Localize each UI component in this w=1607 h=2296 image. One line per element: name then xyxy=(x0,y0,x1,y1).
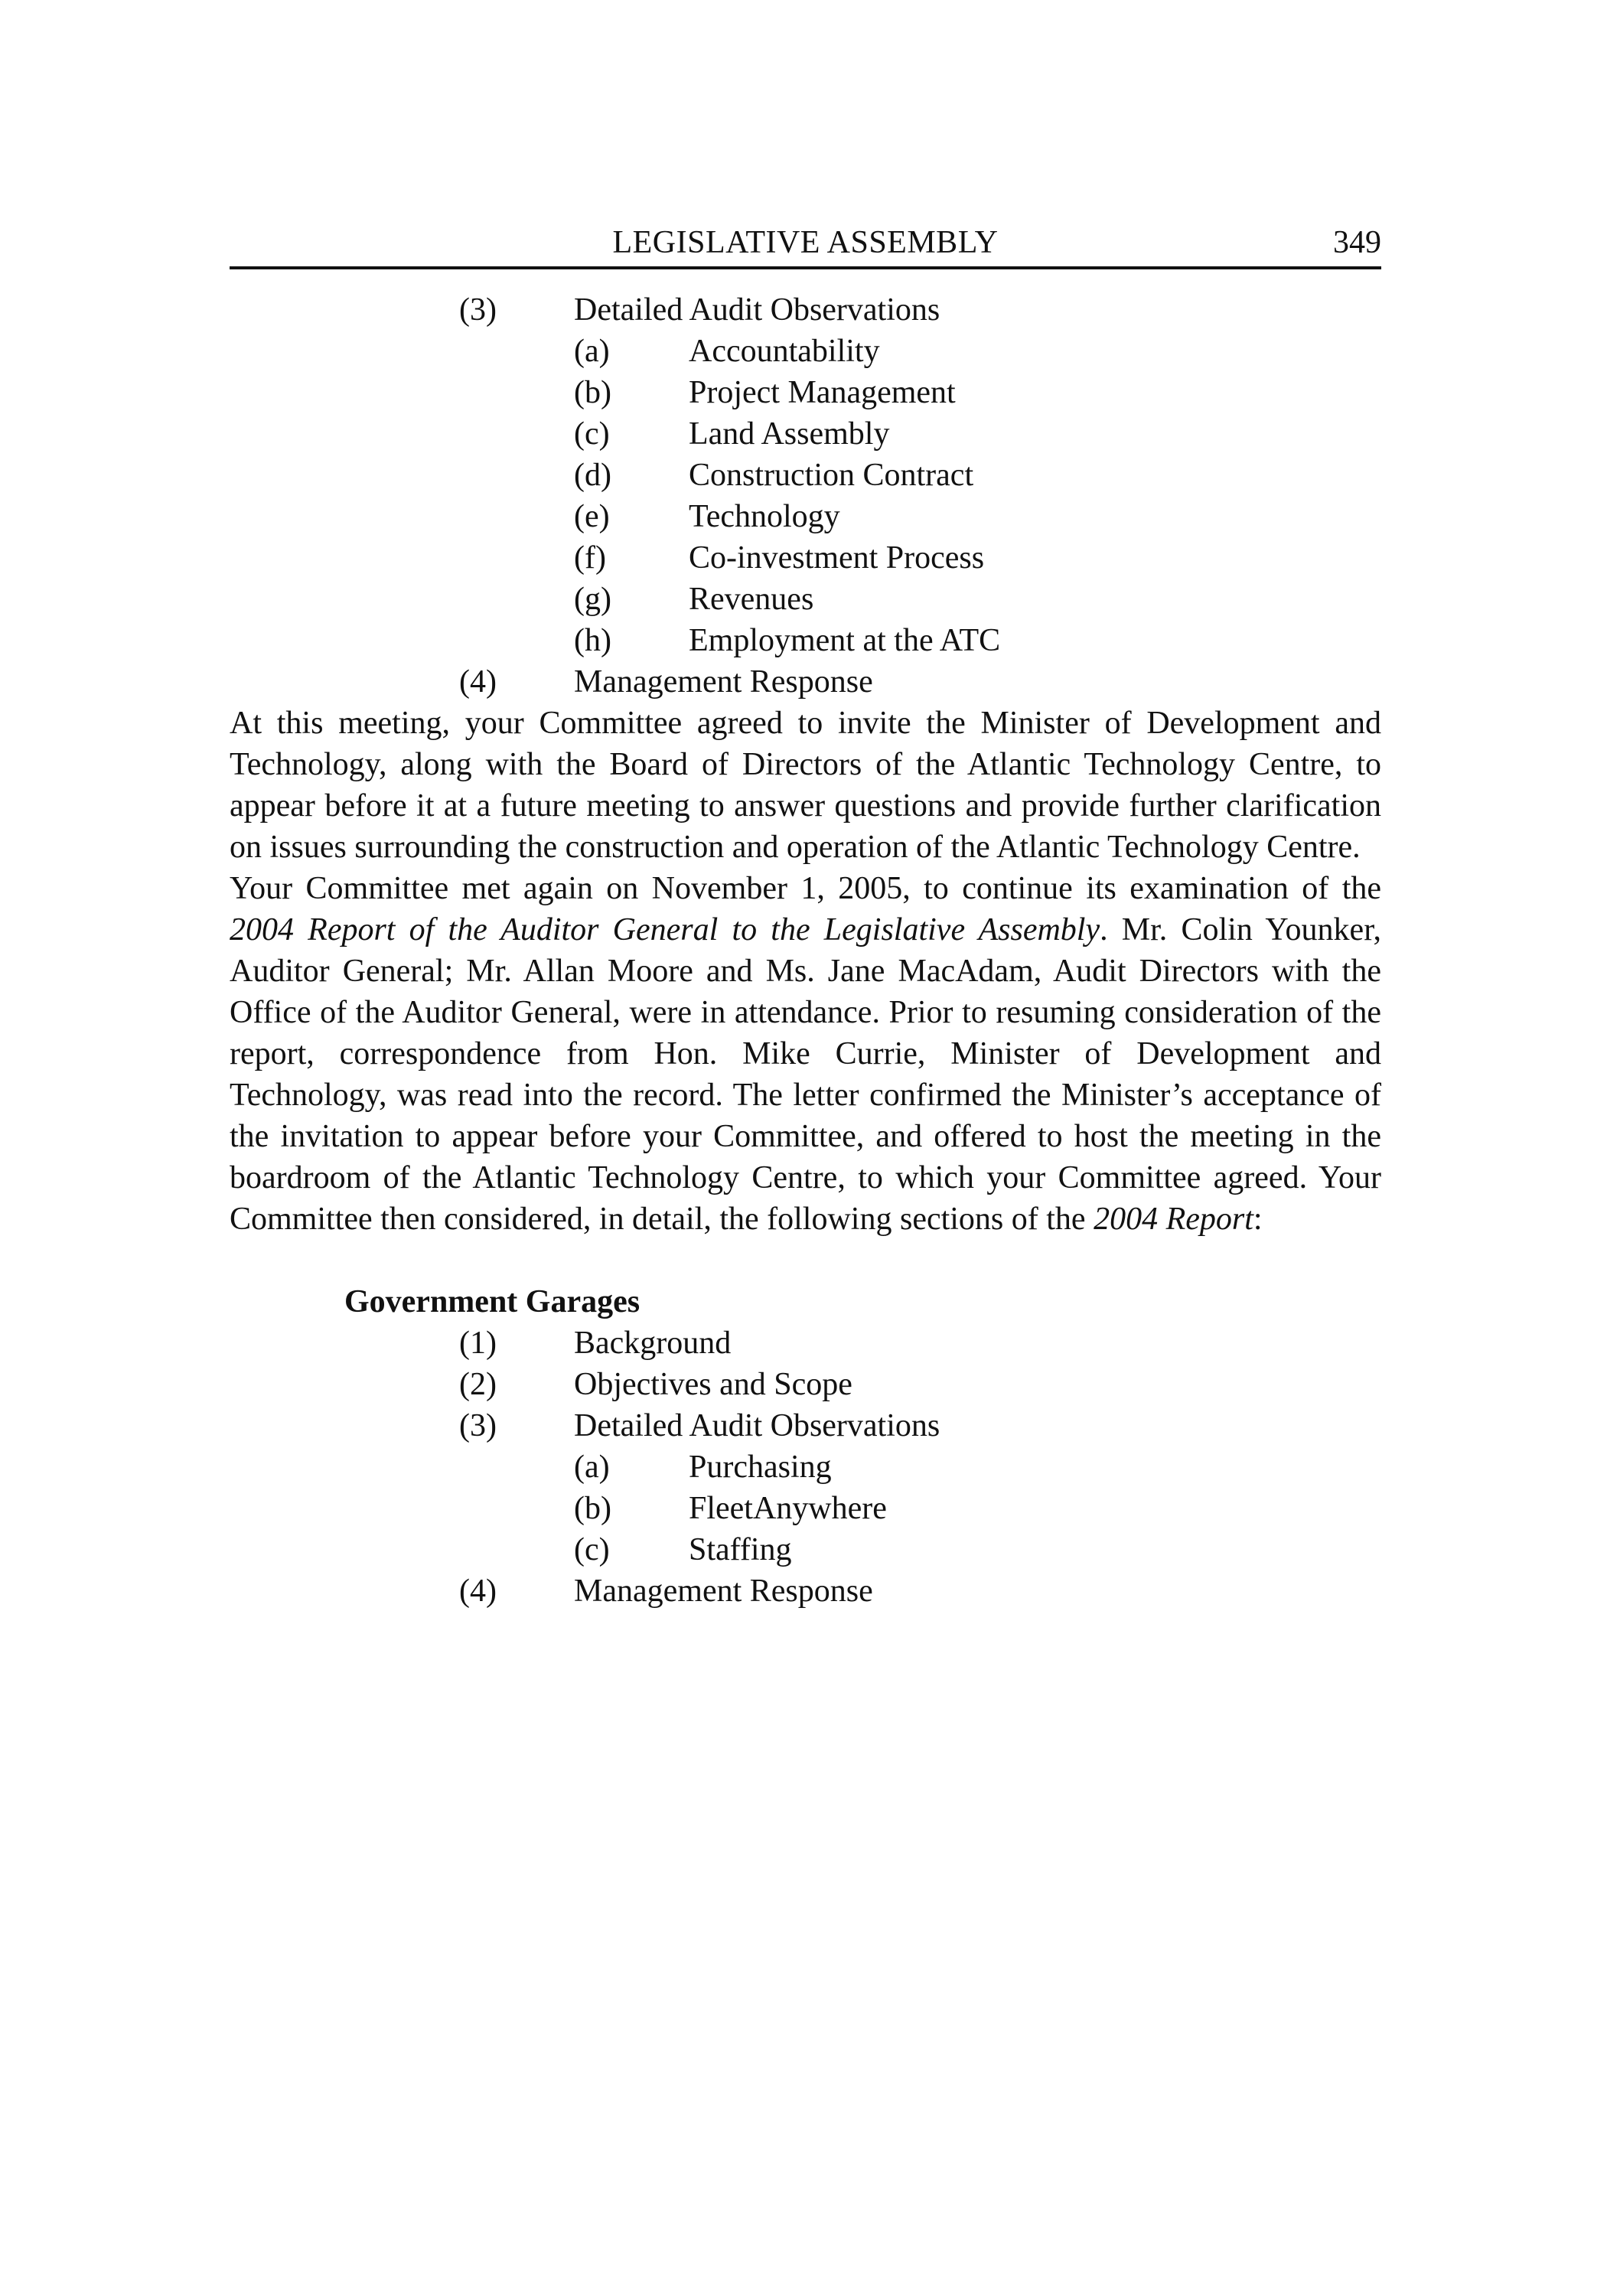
paragraph-text: Your Committee met again on November 1, 2005, to continue its examination of the xyxy=(230,871,1381,906)
list-item-label: (e) xyxy=(574,499,610,534)
list-item-label: (f) xyxy=(574,540,606,576)
list-item-text: Construction Contract xyxy=(689,458,974,493)
list-item-label: (c) xyxy=(574,416,610,452)
list-item-text: Management Response xyxy=(574,1574,873,1609)
list-item-text: Employment at the ATC xyxy=(689,623,1001,658)
list-item-label: (3) xyxy=(459,1408,497,1443)
list-item xyxy=(230,1529,1381,1570)
paragraph-meeting xyxy=(230,868,1381,1240)
list-item-label: (c) xyxy=(574,1532,610,1567)
list-item-label: (g) xyxy=(574,582,611,617)
list-item-text: Technology xyxy=(689,499,840,534)
list-item xyxy=(230,1405,1381,1446)
list-item-text: FleetAnywhere xyxy=(689,1491,887,1526)
outline-list xyxy=(230,289,1381,703)
paragraph-text: . Mr. Colin Younker, Auditor General; Mr. Allan Moore and Ms. Jane MacAdam, Audit Directors with the Office of the Auditor General, were in attendance. Prior to resuming consideration of the report, correspondence from Hon. Mike Currie, Minister of Development and Technology, was read into the record. The letter confirmed the Minister’s acceptance of the invitation to appear before your Committee, and offered to host the meeting in the boardroom of the Atlantic Technology Centre, to which your Committee agreed. Your Committee then considered, in detail, the following sections of the xyxy=(230,912,1381,1237)
report-title: 2004 Report of the Auditor General to the Legislative Assembly xyxy=(230,912,1100,947)
section-heading: Government Garages xyxy=(344,1284,641,1319)
list-item xyxy=(230,331,1381,372)
report-short-title: 2004 Report xyxy=(1094,1202,1253,1237)
list-item xyxy=(230,1570,1381,1612)
list-item-label: (d) xyxy=(574,458,611,493)
list-item-label: (a) xyxy=(574,334,610,369)
running-header xyxy=(230,222,1381,269)
list-item-text: Purchasing xyxy=(689,1450,832,1485)
section-outline-list xyxy=(230,1322,1381,1612)
list-item-label: (4) xyxy=(459,1574,497,1609)
list-item-text: Background xyxy=(574,1326,732,1361)
list-item-label: (b) xyxy=(574,375,611,410)
list-item xyxy=(230,1364,1381,1405)
list-item-label: (b) xyxy=(574,1491,611,1526)
list-item xyxy=(230,537,1381,579)
list-item xyxy=(230,413,1381,455)
list-item-text: Co-investment Process xyxy=(689,540,985,576)
list-item-label: (1) xyxy=(459,1326,497,1361)
list-item-text: Project Management xyxy=(689,375,956,410)
list-item-text: Detailed Audit Observations xyxy=(574,292,940,328)
list-item xyxy=(230,1322,1381,1364)
list-item-text: Accountability xyxy=(689,334,880,369)
list-item xyxy=(230,496,1381,537)
paragraph-invitation: At this meeting, your Committee agreed to invite the Minister of Development and Technology, along with the Board of Directors of the Atlantic Technology Centre, to appear before it at a future meeting to answer questions and provide further clarification on issues surrounding the construction and operation of the Atlantic Technology Centre. xyxy=(230,706,1381,865)
paragraph-text: : xyxy=(1253,1202,1263,1237)
list-item-label: (a) xyxy=(574,1450,610,1485)
list-item-text: Staffing xyxy=(689,1532,792,1567)
header-title: LEGISLATIVE ASSEMBLY xyxy=(612,225,999,260)
list-item xyxy=(230,579,1381,620)
list-item xyxy=(230,620,1381,661)
list-item-label: (3) xyxy=(459,292,497,328)
list-item-text: Objectives and Scope xyxy=(574,1367,852,1402)
list-item xyxy=(230,1488,1381,1529)
document-page xyxy=(230,222,1381,1612)
list-item xyxy=(230,455,1381,496)
list-item xyxy=(230,372,1381,413)
list-item xyxy=(230,661,1381,703)
list-item xyxy=(230,289,1381,331)
list-item-text: Land Assembly xyxy=(689,416,890,452)
list-item-text: Detailed Audit Observations xyxy=(574,1408,940,1443)
list-item-label: (4) xyxy=(459,664,497,700)
list-item-label: (h) xyxy=(574,623,611,658)
list-item-label: (2) xyxy=(459,1367,497,1402)
list-item-text: Revenues xyxy=(689,582,814,617)
list-item-text: Management Response xyxy=(574,664,873,700)
page-number: 349 xyxy=(1333,225,1381,260)
list-item xyxy=(230,1446,1381,1488)
